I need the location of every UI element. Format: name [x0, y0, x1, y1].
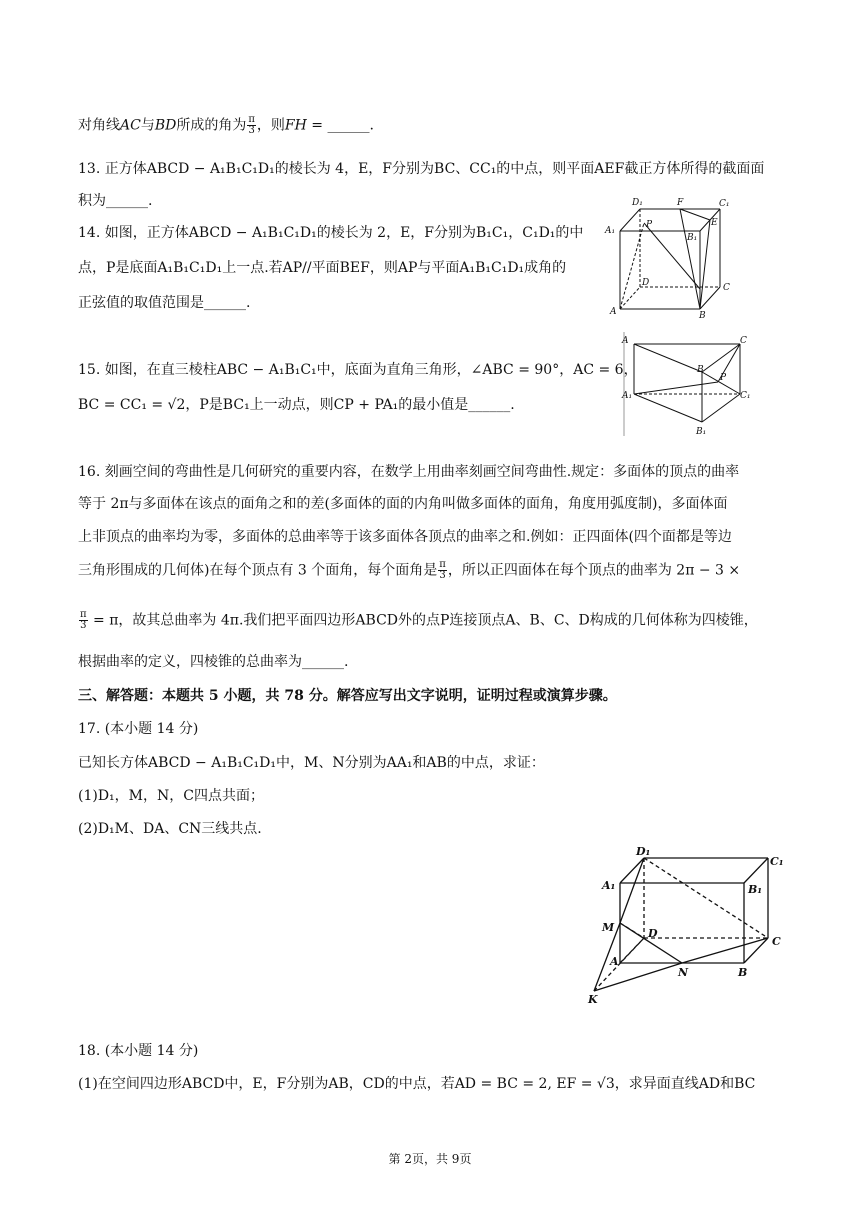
q16-line-5 [78, 610, 758, 631]
section-3-heading: 三、解答题：本题共 5 小题，共 78 分。解答应写出文字说明，证明过程或演算步骤。 [78, 688, 617, 704]
label-A1: A₁ [602, 879, 616, 892]
q15-line-2: BC = CC₁ = √2，P是BC₁上一动点，则CP + PA₁的最小值是______. [78, 397, 515, 413]
q18-line-1: (1)在空间四边形ABCD中，E，F分别为AB，CD的中点，若AD = BC = 2, EF = √3，求异面直线AD和BC [78, 1076, 756, 1092]
text: 三角形围成的几何体)在每个顶点有 3 个面角，每个面角是 [78, 562, 438, 579]
q15-line-1: 15. 如图，在直三棱柱ABC − A₁B₁C₁中，底面为直角三角形，∠ABC = 90°，AC = 6， [78, 362, 638, 378]
label-A1: A₁ [605, 226, 616, 236]
text: 所成的角为 [176, 117, 247, 134]
label-A: A [610, 307, 617, 317]
label-K: K [588, 993, 598, 1005]
label-D: D [642, 278, 650, 288]
q16-line-2: 等于 2π与多面体在该点的面角之和的差(多面体的面的内角叫做多面体的面角，角度用弧度制)，多面体面 [78, 496, 728, 512]
text: ，则 [256, 117, 285, 134]
label-M: M [602, 921, 615, 934]
label-P: P [646, 220, 653, 230]
label-C: C [772, 935, 781, 948]
frac-den: 3 [439, 570, 446, 581]
q14-line-2: 点，P是底面A₁B₁C₁D₁上一点.若AP//平面BEF，则AP与平面A₁B₁C₁D₁成角的 [78, 260, 567, 276]
label-B: B [738, 966, 748, 979]
label-A: A [622, 336, 629, 346]
label-E: E [711, 218, 718, 228]
frac-den: 3 [80, 620, 87, 631]
figure-q15-prism [618, 332, 758, 440]
frac-num: π [248, 114, 255, 125]
label-D: D [648, 927, 658, 940]
q17-title: 17. (本小题 14 分) [78, 721, 199, 737]
q13-line-2: 积为______. [78, 193, 153, 209]
q18-title: 18. (本小题 14 分) [78, 1043, 199, 1059]
label-B: B [697, 365, 704, 375]
label-A: A [610, 955, 619, 968]
label-A1: A₁ [622, 391, 633, 401]
text: ，所以正四面体在每个顶点的曲率为 2π − 3 × [447, 562, 741, 579]
frac-den: 3 [248, 125, 255, 136]
label-D1: D₁ [636, 845, 651, 858]
q17-line-2: (1)D₁，M，N，C四点共面； [78, 788, 264, 804]
frac-num: π [80, 609, 87, 620]
label-D1: D₁ [632, 198, 643, 208]
q16-line-6: 根据曲率的定义，四棱锥的总曲率为______. [78, 654, 349, 670]
fraction [79, 610, 88, 631]
label-P: P [720, 373, 727, 383]
q12-continuation [78, 115, 374, 136]
label-C: C [723, 283, 730, 293]
q14-line-1: 14. 如图，正方体ABCD − A₁B₁C₁D₁的棱长为 2，E，F分别为B₁C₁，C₁D₁的中 [78, 225, 584, 241]
q16-line-1: 16. 刻画空间的弯曲性是几何研究的重要内容，在数学上用曲率刻画空间弯曲性.规定：多面体的顶点的曲率 [78, 464, 740, 480]
math-fh: FH [284, 117, 307, 134]
figure-q14-cube [600, 193, 740, 321]
label-C: C [740, 336, 747, 346]
label-C1: C₁ [719, 199, 730, 209]
page-footer: 第 2页，共 9页 [388, 1152, 472, 1166]
label-C1: C₁ [770, 855, 784, 868]
math-ac: AC [120, 117, 141, 134]
fraction [247, 115, 256, 136]
text: = π，故其总曲率为 4π.我们把平面四边形ABCD外的点P连接顶点A、B、C、D构成的几何体称为四棱锥， [88, 612, 758, 629]
q16-line-3: 上非顶点的曲率均为零，多面体的总曲率等于该多面体各顶点的曲率之和.例如：正四面体(四个面都是等边 [78, 529, 732, 545]
fraction [438, 560, 447, 581]
text: 与 [140, 117, 155, 134]
label-B: B [699, 311, 706, 321]
q17-line-1: 已知长方体ABCD − A₁B₁C₁D₁中，M、N分别为AA₁和AB的中点，求证： [78, 755, 545, 771]
q14-line-3: 正弦值的取值范围是______. [78, 295, 251, 311]
text: 对角线 [78, 117, 120, 134]
q16-line-4 [78, 560, 740, 581]
label-B1: B₁ [696, 427, 707, 437]
label-F: F [677, 198, 684, 208]
label-B1: B₁ [748, 883, 763, 896]
q13-line-1: 13. 正方体ABCD − A₁B₁C₁D₁的棱长为 4，E，F分别为BC、CC₁的中点，则平面AEF截正方体所得的截面面 [78, 161, 765, 177]
label-N: N [678, 966, 689, 979]
text: = ______. [306, 117, 374, 134]
figure-q17-cuboid [582, 843, 792, 1005]
frac-num: π [439, 559, 446, 570]
label-B1: B₁ [687, 233, 698, 243]
q17-line-3: (2)D₁M、DA、CN三线共点. [78, 821, 262, 837]
math-bd: BD [154, 117, 177, 134]
label-C1: C₁ [740, 391, 751, 401]
